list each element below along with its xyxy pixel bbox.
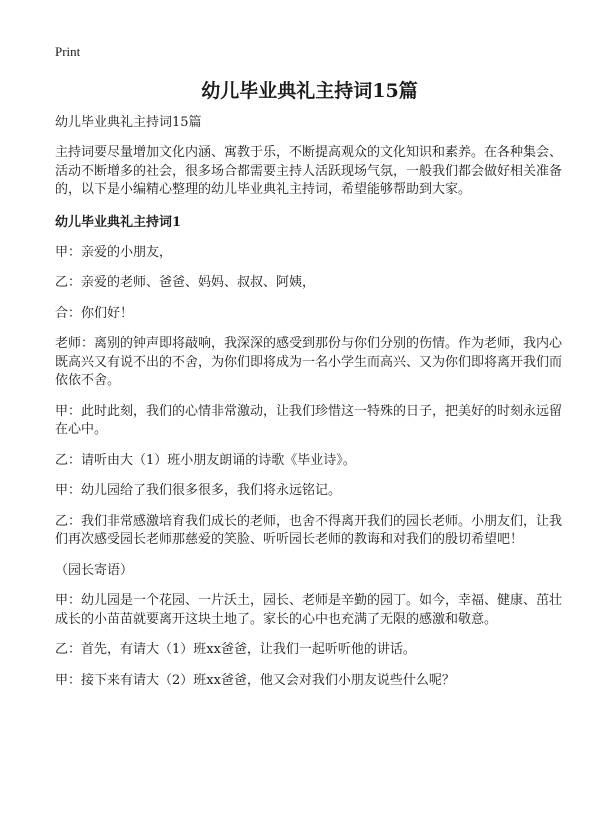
document-title: 幼儿毕业典礼主持词15篇 (201, 80, 418, 102)
script-line: 乙：我们非常感激培育我们成长的老师，也舍不得离开我们的园长老师。小朋友们，让我们再次感受园长老师那慈爱的笑脸、听听园长老师的教诲和对我们的殷切希望吧！ (55, 513, 563, 547)
section-heading: 幼儿毕业典礼主持词1 (55, 214, 182, 230)
script-line: 乙：请听由大（1）班小朋友朗诵的诗歌《毕业诗》。 (55, 452, 356, 468)
script-line: 乙：亲爱的老师、爸爸、妈妈、叔叔、阿姨， (55, 275, 316, 290)
script-line: 甲：亲爱的小朋友， (55, 244, 173, 260)
script-line: 甲：幼儿园给了我们很多很多，我们将永远铭记。 (55, 483, 342, 498)
script-line: （园长寄语） (55, 562, 134, 578)
script-line: 老师：离别的钟声即将敲响，我深深的感受到那份与你们分别的伤情。作为老师，我内心既高兴又有说不出的不舍，为你们即将成为一名小学生而高兴、又为你们即将离开我们而依依不舍。 (55, 336, 563, 388)
script-line: 合：你们好！ (55, 305, 134, 321)
intro-paragraph: 主持词要尽量增加文化内涵、寓教于乐，不断提高观众的文化知识和素养。在各种集会、活动不断增多的社会，很多场合都需要主持人活跃现场气氛，一般我们都会做好相关准备的，以下是小编精心整理的幼儿毕业典礼主持词，希望能够帮助到大家。 (55, 145, 563, 197)
script-line: 甲：接下来有请大（2）班xx爸爸，他又会对我们小朋友说些什么呢？ (55, 672, 455, 688)
document-subtitle: 幼儿毕业典礼主持词15篇 (55, 115, 202, 130)
print-label: Print (55, 44, 81, 59)
script-line: 甲：此时此刻，我们的心情非常激动，让我们珍惜这一特殊的日子，把美好的时刻永远留在心中。 (55, 403, 563, 437)
script-line: 甲：幼儿园是一个花园、一片沃土，园长、老师是辛勤的园丁。如今，幸福、健康、茁壮成长的小苗苗就要离开这块土地了。家长的心中也充满了无限的感激和敬意。 (55, 593, 563, 627)
script-line: 乙：首先，有请大（1）班xx爸爸，让我们一起听听他的讲话。 (55, 642, 416, 657)
